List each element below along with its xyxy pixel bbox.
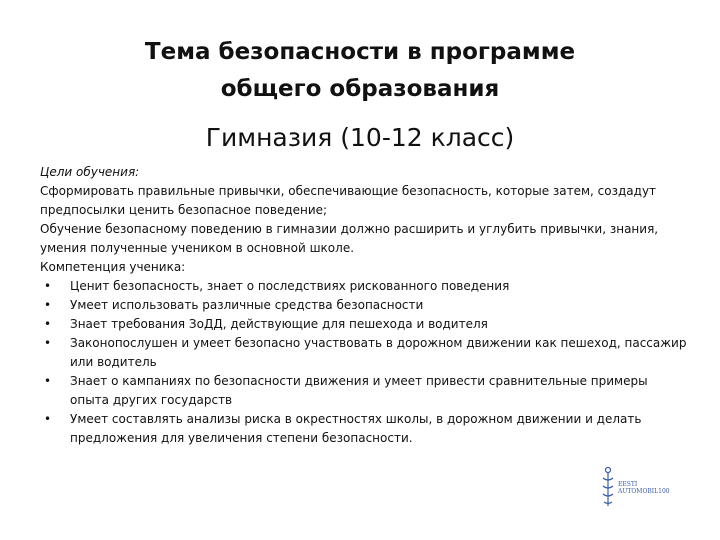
competence-list (40, 277, 690, 448)
logo-text-line-1: EESTI (618, 481, 638, 488)
bullet-icon: • (44, 298, 52, 312)
list-item (40, 277, 690, 296)
list-item-text: Умеет использовать различные средства безопасности (70, 298, 424, 312)
slide-title (90, 34, 630, 108)
list-item (40, 315, 690, 334)
list-item (40, 372, 690, 410)
goals-text-2: Обучение безопасному поведению в гимназии должно расширить и углубить привычки, знания, умения полученные учеником в основной школе. (40, 222, 659, 255)
bullet-icon: • (44, 279, 52, 293)
logo-emblem-icon (600, 466, 616, 508)
list-item-text: Знает требования ЗоДД, действующие для пешехода и водителя (70, 317, 488, 331)
list-item (40, 334, 690, 372)
list-item-text: Законопослушен и умеет безопасно участвовать в дорожном движении как пешеход, пассажир или водитель (70, 336, 687, 369)
logo-text-line-2: AUTOMOBIL100 (618, 488, 670, 495)
goals-text-1: Сформировать правильные привычки, обеспечивающие безопасность, которые затем, создадут предпосылки ценить безопасное поведение; (40, 184, 657, 217)
goals-label: Цели обучения: (40, 165, 140, 179)
bullet-icon: • (44, 317, 52, 331)
slide-subtitle: Гимназия (10-12 класс) (205, 123, 515, 152)
title-line-1: Тема безопасности в программе (144, 39, 576, 65)
competence-label: Компетенция ученика: (40, 260, 186, 274)
bullet-icon: • (44, 336, 52, 350)
list-item (40, 296, 690, 315)
bullet-icon: • (44, 412, 52, 426)
list-item (40, 410, 690, 448)
logo-text (618, 481, 670, 495)
bullet-icon: • (44, 374, 52, 388)
list-item-text: Знает о кампаниях по безопасности движения и умеет привести сравнительные примеры опыта других государств (70, 374, 648, 407)
title-line-2: общего образования (220, 76, 500, 102)
list-item-text: Ценит безопасность, знает о последствиях рискованного поведения (70, 279, 510, 293)
slide-body (40, 163, 690, 448)
list-item-text: Умеет составлять анализы риска в окрестностях школы, в дорожном движении и делать предложения для увеличения степени безопасности. (70, 412, 642, 445)
